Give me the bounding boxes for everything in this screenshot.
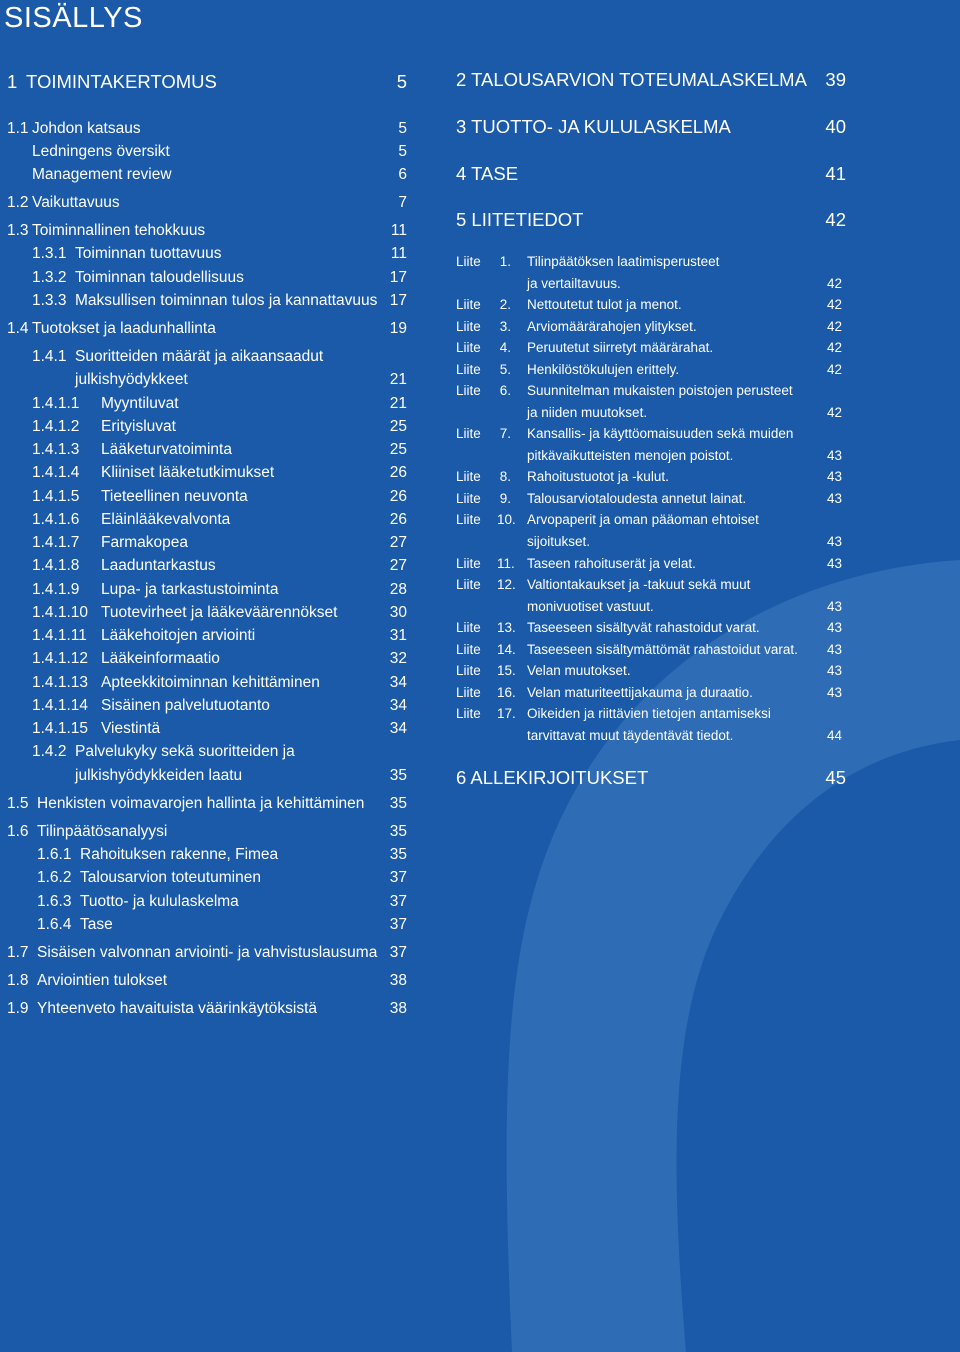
toc-entry — [7, 941, 407, 965]
toc-entry-title: Myyntiluvat — [101, 395, 179, 412]
toc-entry — [7, 289, 407, 313]
appendix-page: 43 — [826, 620, 842, 635]
toc-entry-title: Tase — [80, 916, 113, 933]
toc-entry-page: 28 — [389, 581, 407, 598]
toc-entry-title: TOIMINTAKERTOMUS — [26, 71, 217, 92]
appendix-number: 1. — [499, 254, 511, 269]
toc-entry-number: 1.4.1.4 — [32, 464, 80, 481]
appendix-title: Suunnitelman mukaisten poistojen perusteet — [527, 383, 793, 398]
toc-entry-number: 1.3.1 — [32, 245, 67, 262]
toc-entry-title: Kliiniset lääketutkimukset — [101, 464, 275, 481]
appendix-title: Rahoitustuotot ja -kulut. — [527, 469, 669, 484]
toc-entry-number: 1.4.1.3 — [32, 441, 80, 458]
toc-entry-number: 1.4.1.1 — [32, 395, 80, 412]
toc-entry — [7, 997, 407, 1021]
appendix-label: Liite — [456, 319, 481, 334]
page-title: SISÄLLYS — [4, 2, 143, 34]
toc-entry-title: Toiminnallinen tehokkuus — [32, 222, 206, 239]
toc-entry-page: 38 — [389, 972, 407, 989]
toc-entry-number: 1.6.2 — [37, 869, 72, 886]
toc-entry — [7, 792, 407, 816]
toc-entry-number: 1.6.3 — [37, 893, 72, 910]
toc-entry-number: 1.4.1.5 — [32, 488, 80, 505]
toc-entry-page: 37 — [389, 944, 407, 961]
appendix-title: Velan maturiteettijakauma ja duraatio. — [527, 685, 753, 700]
appendix-number: 3. — [499, 319, 511, 334]
toc-entry — [7, 820, 407, 844]
toc-entry-title: Arviointien tulokset — [37, 972, 168, 989]
appendix-number: 2. — [499, 297, 511, 312]
toc-entry-title: Vaikuttavuus — [32, 194, 120, 211]
toc-entry — [7, 140, 407, 164]
appendix-entry — [456, 336, 846, 360]
toc-entry — [7, 694, 407, 718]
toc-entry-number: 1.6.1 — [37, 846, 72, 863]
toc-entry-page: 21 — [389, 371, 407, 388]
appendix-title: Kansallis- ja käyttöomaisuuden sekä muiden — [527, 426, 794, 441]
appendix-number: 7. — [499, 426, 511, 441]
appendix-entry — [456, 508, 846, 532]
toc-entry-title: Eläinlääkevalvonta — [101, 511, 231, 528]
toc-entry-page: 7 — [398, 194, 407, 211]
appendix-label: Liite — [456, 297, 481, 312]
appendix-label: Liite — [456, 254, 481, 269]
toc-entry-title: Lääkeinformaatio — [101, 650, 220, 667]
toc-entry — [7, 415, 407, 439]
toc-entry — [7, 191, 407, 215]
toc-entry — [7, 163, 407, 187]
toc-entry-page: 34 — [389, 720, 407, 737]
appendix-title: sijoitukset. — [527, 534, 591, 549]
toc-entry-title: Henkisten voimavarojen hallinta ja kehittäminen — [37, 795, 365, 812]
toc-entry — [7, 219, 407, 243]
appendix-label: Liite — [456, 426, 481, 441]
toc-entry — [7, 554, 407, 578]
toc-entry-number: 1.3.3 — [32, 292, 67, 309]
toc-entry-title: Palvelukyky sekä suoritteiden ja — [75, 743, 295, 760]
toc-entry-number: 1.4.2 — [32, 743, 67, 760]
appendix-title: Oikeiden ja riittävien tietojen antamiseksi — [527, 706, 771, 721]
appendix-label: Liite — [456, 556, 481, 571]
toc-entry-page: 27 — [389, 534, 407, 551]
toc-entry-page: 17 — [389, 269, 407, 286]
appendix-number: 15. — [497, 663, 516, 678]
toc-entry — [7, 717, 407, 741]
toc-entry-title: Yhteenveto havaituista väärinkäytöksistä — [37, 1000, 318, 1017]
toc-entry-title: Tilinpäätösanalyysi — [37, 823, 168, 840]
toc-section-title: 5 LIITETIEDOT — [456, 209, 584, 230]
toc-section-heading — [456, 766, 846, 790]
appendix-entry — [456, 724, 846, 748]
toc-entry-number: 1.4.1.10 — [32, 604, 89, 621]
toc-entry-number: 1.3 — [7, 222, 29, 239]
toc-entry-page: 6 — [398, 166, 407, 183]
toc-entry — [7, 461, 407, 485]
toc-entry-page: 37 — [389, 893, 407, 910]
appendix-page: 42 — [826, 297, 842, 312]
appendix-label: Liite — [456, 491, 481, 506]
toc-entry-page: 34 — [389, 697, 407, 714]
toc-entry-page: 35 — [389, 823, 407, 840]
appendix-number: 12. — [497, 577, 516, 592]
toc-entry-title: Apteekkitoiminnan kehittäminen — [101, 674, 320, 691]
appendix-page: 43 — [826, 491, 842, 506]
toc-section-title: 4 TASE — [456, 163, 519, 184]
appendix-entry — [456, 250, 846, 274]
appendix-page: 43 — [826, 448, 842, 463]
toc-entry-number: 1.9 — [7, 1000, 29, 1017]
appendix-entry — [456, 573, 846, 597]
appendix-page: 42 — [826, 276, 842, 291]
appendix-label: Liite — [456, 685, 481, 700]
toc-section-heading — [456, 68, 846, 92]
toc-entry-number: 1.8 — [7, 972, 29, 989]
appendix-title: Tilinpäätöksen laatimisperusteet — [527, 254, 720, 269]
appendix-title: ja niiden muutokset. — [527, 405, 648, 420]
toc-entry-title: Tuotto- ja kululaskelma — [80, 893, 239, 910]
toc-section-page: 41 — [825, 163, 846, 184]
appendix-entry — [456, 616, 846, 640]
toc-entry — [7, 671, 407, 695]
toc-entry-number: 1.4.1.6 — [32, 511, 80, 528]
toc-entry-title: Ledningens översikt — [32, 143, 170, 160]
toc-entry-number: 1.6.4 — [37, 916, 72, 933]
toc-section-page: 39 — [825, 69, 846, 90]
toc-entry-number: 1.4 — [7, 320, 29, 337]
appendix-title: Velan muutokset. — [527, 663, 631, 678]
appendix-entry — [456, 530, 846, 554]
appendix-title: Valtiontakaukset ja -takuut sekä muut — [527, 577, 751, 592]
toc-entry-title: Tieteellinen neuvonta — [101, 488, 248, 505]
toc-entry — [7, 368, 407, 392]
toc-entry-title: julkishyödykkeiden laatu — [75, 767, 243, 784]
appendix-number: 4. — [499, 340, 511, 355]
appendix-page: 43 — [826, 556, 842, 571]
toc-entry-page: 19 — [389, 320, 407, 337]
toc-entry — [7, 740, 407, 764]
toc-entry — [7, 485, 407, 509]
appendix-page: 44 — [826, 728, 842, 743]
toc-entry — [7, 70, 407, 94]
toc-entry-title: Suoritteiden määrät ja aikaansaadut — [75, 348, 324, 365]
appendix-title: tarvittavat muut täydentävät tiedot. — [527, 728, 734, 743]
toc-section-page: 42 — [825, 209, 846, 230]
toc-entry-number: 1.4.1.2 — [32, 418, 80, 435]
toc-entry-number: 1.1 — [7, 120, 29, 137]
toc-entry-title: Lupa- ja tarkastustoiminta — [101, 581, 279, 598]
toc-section-title: 3 TUOTTO- JA KULULASKELMA — [456, 116, 731, 137]
toc-entry-number: 1.4.1.11 — [32, 627, 87, 644]
appendix-title: Taseen rahoituserät ja velat. — [527, 556, 696, 571]
toc-entry-page: 11 — [390, 222, 407, 239]
toc-entry — [7, 392, 407, 416]
toc-entry-page: 38 — [389, 1000, 407, 1017]
toc-entry-title: Lääketurvatoiminta — [101, 441, 232, 458]
toc-entry-page: 26 — [389, 511, 407, 528]
toc-entry-title: julkishyödykkeet — [75, 371, 188, 388]
appendix-title: Talousarviotaloudesta annetut lainat. — [527, 491, 747, 506]
toc-entry-page: 26 — [389, 464, 407, 481]
toc-entry — [7, 624, 407, 648]
appendix-label: Liite — [456, 512, 481, 527]
appendix-number: 16. — [497, 685, 516, 700]
appendix-label: Liite — [456, 469, 481, 484]
toc-entry-page: 5 — [398, 143, 407, 160]
appendix-number: 5. — [499, 362, 511, 377]
appendix-number: 11. — [497, 556, 515, 571]
appendix-page: 43 — [826, 469, 842, 484]
appendix-number: 17. — [497, 706, 516, 721]
appendix-entry — [456, 465, 846, 489]
appendix-page: 42 — [826, 319, 842, 334]
toc-section-title: 6 ALLEKIRJOITUKSET — [456, 767, 649, 788]
toc-section-heading — [456, 208, 846, 232]
appendix-page: 43 — [826, 685, 842, 700]
appendix-page: 43 — [826, 642, 842, 657]
toc-entry-title: Toiminnan taloudellisuus — [75, 269, 244, 286]
toc-section-heading — [456, 162, 846, 186]
appendix-number: 14. — [497, 642, 516, 657]
toc-entry-number: 1.3.2 — [32, 269, 67, 286]
appendix-title: ja vertailtavuus. — [527, 276, 621, 291]
toc-entry — [7, 438, 407, 462]
toc-entry-page: 37 — [389, 916, 407, 933]
toc-entry-number: 1.4.1.14 — [32, 697, 89, 714]
appendix-number: 13. — [497, 620, 516, 635]
toc-entry — [7, 913, 407, 937]
toc-section-page: 45 — [825, 767, 846, 788]
toc-entry-title: Tuotevirheet ja lääkeväärennökset — [101, 604, 338, 621]
toc-entry-page: 31 — [389, 627, 407, 644]
appendix-page: 43 — [826, 599, 842, 614]
toc-entry-page: 5 — [396, 71, 407, 92]
toc-entry-number: 1.4.1.15 — [32, 720, 89, 737]
toc-section-page: 40 — [825, 116, 846, 137]
appendix-entry — [456, 422, 846, 446]
toc-entry-page: 11 — [390, 245, 407, 262]
toc-entry — [7, 508, 407, 532]
appendix-number: 8. — [499, 469, 511, 484]
toc-entry-number: 1.7 — [7, 944, 29, 961]
appendix-number: 10. — [497, 512, 516, 527]
toc-entry-title: Sisäinen palvelutuotanto — [101, 697, 270, 714]
toc-entry-page: 27 — [389, 557, 407, 574]
toc-entry — [7, 843, 407, 867]
toc-entry-title: Talousarvion toteutuminen — [80, 869, 261, 886]
appendix-label: Liite — [456, 577, 481, 592]
appendix-title: Nettoutetut tulot ja menot. — [527, 297, 682, 312]
toc-entry-page: 30 — [389, 604, 407, 621]
toc-entry — [7, 578, 407, 602]
appendix-label: Liite — [456, 642, 481, 657]
toc-entry-number: 1 — [7, 71, 18, 92]
toc-entry-number: 1.4.1.12 — [32, 650, 89, 667]
toc-entry-title: Viestintä — [101, 720, 161, 737]
toc-entry-title: Toiminnan tuottavuus — [75, 245, 222, 262]
toc-entry — [7, 345, 407, 369]
appendix-label: Liite — [456, 663, 481, 678]
appendix-page: 42 — [826, 362, 842, 377]
toc-entry-title: Erityisluvat — [101, 418, 176, 435]
appendix-title: Taseeseen sisältymättömät rahastoidut varat. — [527, 642, 798, 657]
toc-entry — [7, 531, 407, 555]
toc-entry-number: 1.5 — [7, 795, 29, 812]
toc-entry-page: 25 — [389, 418, 407, 435]
toc-entry-page: 25 — [389, 441, 407, 458]
appendix-entry — [456, 293, 846, 317]
appendix-title: Arvopaperit ja oman pääoman ehtoiset — [527, 512, 759, 527]
toc-entry-page: 35 — [389, 767, 407, 784]
appendix-title: Arviomäärärahojen ylitykset. — [527, 319, 697, 334]
toc-entry-page: 21 — [389, 395, 407, 412]
toc-section-heading — [456, 115, 846, 139]
appendix-label: Liite — [456, 706, 481, 721]
toc-entry-page: 35 — [389, 795, 407, 812]
appendix-title: monivuotiset vastuut. — [527, 599, 654, 614]
toc-entry — [7, 117, 407, 141]
toc-entry-number: 1.4.1.9 — [32, 581, 80, 598]
toc-entry-page: 37 — [389, 869, 407, 886]
toc-entry — [7, 969, 407, 993]
toc-entry-title: Maksullisen toiminnan tulos ja kannattavuus — [75, 292, 378, 309]
appendix-title: Taseeseen sisältyvät rahastoidut varat. — [527, 620, 760, 635]
toc-entry — [7, 647, 407, 671]
toc-entry — [7, 764, 407, 788]
appendix-label: Liite — [456, 362, 481, 377]
toc-entry-page: 35 — [389, 846, 407, 863]
toc-entry-title: Laaduntarkastus — [101, 557, 216, 574]
appendix-number: 6. — [499, 383, 511, 398]
toc-entry-number: 1.4.1 — [32, 348, 67, 365]
appendix-title: Henkilöstökulujen erittely. — [527, 362, 680, 377]
appendix-entry — [456, 659, 846, 683]
appendix-title: Peruutetut siirretyt määrärahat. — [527, 340, 714, 355]
appendix-entry — [456, 702, 846, 726]
toc-section-title: 2 TALOUSARVION TOTEUMALASKELMA — [456, 69, 807, 90]
toc-entry-number: 1.4.1.13 — [32, 674, 89, 691]
toc-entry-title: Management review — [32, 166, 172, 183]
appendix-title: pitkävaikutteisten menojen poistot. — [527, 448, 734, 463]
toc-entry-page: 17 — [389, 292, 407, 309]
appendix-label: Liite — [456, 340, 481, 355]
toc-entry-title: Johdon katsaus — [32, 120, 141, 137]
appendix-entry — [456, 379, 846, 403]
appendix-page: 42 — [826, 340, 842, 355]
toc-entry-title: Farmakopea — [101, 534, 189, 551]
toc-entry-page: 32 — [389, 650, 407, 667]
appendix-label: Liite — [456, 620, 481, 635]
appendix-number: 9. — [499, 491, 511, 506]
appendix-page: 43 — [826, 534, 842, 549]
toc-entry — [7, 890, 407, 914]
toc-entry-number: 1.2 — [7, 194, 29, 211]
toc-entry — [7, 266, 407, 290]
toc-entry — [7, 601, 407, 625]
toc-entry-title: Rahoituksen rakenne, Fimea — [80, 846, 279, 863]
toc-entry-number: 1.6 — [7, 823, 29, 840]
toc-entry — [7, 866, 407, 890]
toc-entry-page: 5 — [398, 120, 407, 137]
toc-entry — [7, 317, 407, 341]
toc-entry-number: 1.4.1.7 — [32, 534, 80, 551]
toc-entry-title: Sisäisen valvonnan arviointi- ja vahvistuslausuma — [37, 944, 378, 961]
toc-entry — [7, 242, 407, 266]
toc-entry-title: Tuotokset ja laadunhallinta — [32, 320, 216, 337]
appendix-page: 43 — [826, 663, 842, 678]
toc-entry-title: Lääkehoitojen arviointi — [101, 627, 256, 644]
appendix-page: 42 — [826, 405, 842, 420]
toc-entry-page: 26 — [389, 488, 407, 505]
toc-entry-number: 1.4.1.8 — [32, 557, 80, 574]
toc-entry-page: 34 — [389, 674, 407, 691]
appendix-label: Liite — [456, 383, 481, 398]
